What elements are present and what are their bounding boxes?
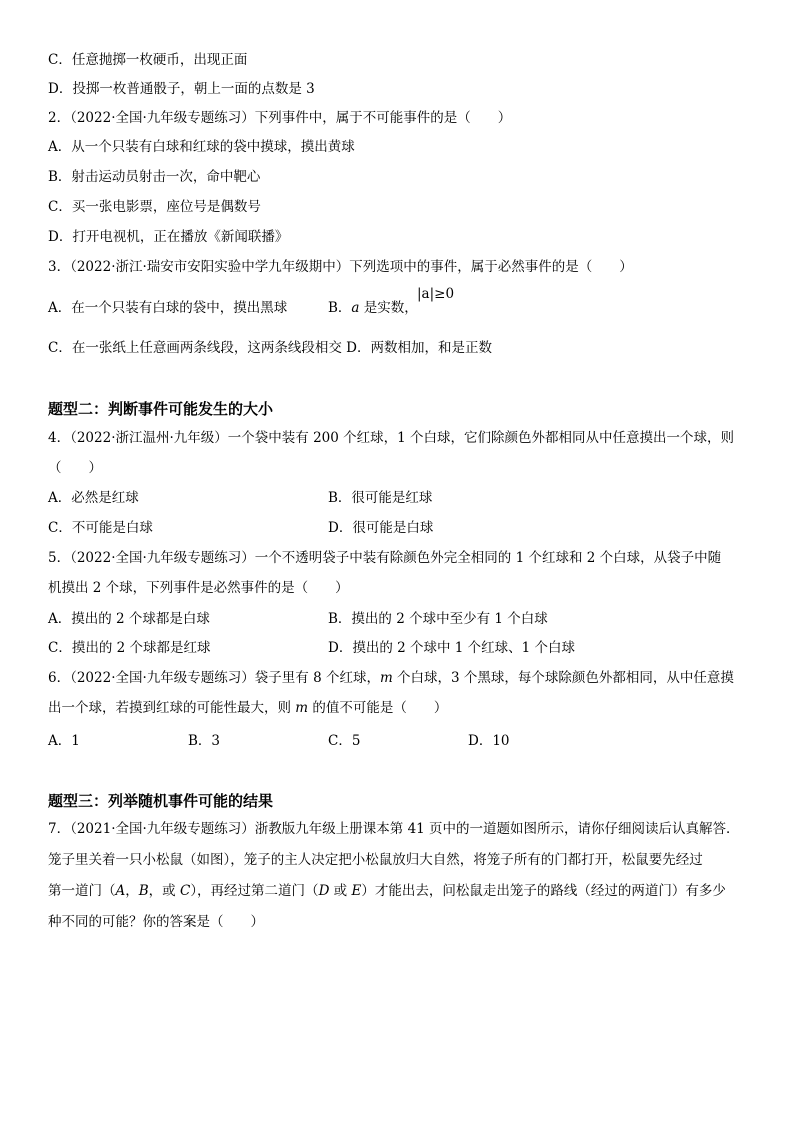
q7-var-a: A: [115, 883, 126, 899]
q7-stem-line1: 7．（2021·全国·九年级专题练习）浙教版九年级上册课本第 41 页中的一道题如图所示，请你仔细阅读后认真解答．: [48, 821, 740, 837]
q4-option-c: C．不可能是白球: [48, 520, 153, 536]
q7-line3-b: ），再经过第二道门（: [190, 883, 319, 899]
q2-option-d: D．打开电视机，正在播放《新闻联播》: [48, 229, 289, 245]
q7-var-d: D: [318, 883, 330, 899]
q6-stem-line2-b: 的值不可能是（ ）: [308, 700, 448, 716]
q7-var-e: E: [351, 883, 362, 899]
q7-line3-a: 第一道门（: [48, 883, 116, 899]
q6-var-m-2: m: [295, 700, 309, 716]
q1-option-d: D．投掷一枚普通骰子，朝上一面的点数是 3: [48, 81, 315, 97]
q6-option-b: B．3: [188, 733, 221, 749]
q6-option-c: C．5: [328, 733, 361, 749]
q5-stem-line1: 5．（2022·全国·九年级专题练习）一个不透明袋子中装有除颜色外完全相同的 1 个红球和 2 个白球，从袋子中随: [48, 550, 722, 566]
q6-stem-line2-a: 出一个球，若摸到红球的可能性最大，则: [48, 700, 296, 716]
q5-option-c: C．摸出的 2 个球都是红球: [48, 640, 211, 656]
q6-stem-line1-b: 个白球，3 个黑球，每个球除颜色外都相同，从中任意摸: [392, 670, 734, 686]
q5-stem-line2: 机摸出 2 个球，下列事件是必然事件的是（ ）: [48, 580, 349, 596]
q3-option-cd: C．在一张纸上任意画两条线段，这两条线段相交 D．两数相加，和是正数: [48, 340, 492, 356]
q5-option-a: A．摸出的 2 个球都是白球: [48, 611, 210, 627]
q1-option-c: C．任意抛掷一枚硬币，出现正面: [48, 52, 248, 68]
q7-stem-line3: [48, 881, 726, 901]
section-heading-3: 题型三：列举随机事件可能的结果: [48, 792, 274, 810]
q7-stem-line4: 种不同的可能？你的答案是（ ）: [48, 914, 264, 930]
q6-stem-line2: [48, 698, 447, 718]
q6-option-d: D．10: [468, 733, 510, 749]
q7-sep2: ，或: [148, 883, 180, 899]
q2-option-b: B．射击运动员射击一次，命中靶心: [48, 169, 261, 185]
q7-var-b: B: [138, 883, 149, 899]
q2-option-a: A．从一个只装有白球和红球的袋中摸球，摸出黄球: [48, 139, 355, 155]
q4-stem-line2: （ ）: [48, 460, 102, 476]
q4-stem-line1: 4．（2022·浙江温州·九年级）一个袋中装有 200 个红球，1 个白球，它们除颜色外都相同从中任意摸出一个球，则: [48, 430, 735, 446]
section-heading-2: 题型二：判断事件可能发生的大小: [48, 400, 274, 418]
q3-option-b: [328, 298, 418, 318]
q2-option-c: C．买一张电影票，座位号是偶数号: [48, 199, 261, 215]
q7-sep3: 或: [329, 883, 352, 899]
q3-option-b-expression: |a|≥0: [417, 286, 455, 302]
q5-option-d: D．摸出的 2 个球中 1 个红球、1 个白球: [328, 640, 576, 656]
q3-option-b-prefix: B．: [328, 300, 352, 316]
q7-var-c: C: [179, 883, 191, 899]
q6-option-a: A．1: [48, 733, 80, 749]
q7-line3-c: ）才能出去，问松鼠走出笼子的路线（经过的两道门）有多少: [361, 883, 726, 899]
q4-option-d: D．很可能是白球: [328, 520, 434, 536]
q3-option-b-suffix: 是实数，: [359, 300, 418, 316]
q7-stem-line2: 笼子里关着一只小松鼠（如图），笼子的主人决定把小松鼠放归大自然，将笼子所有的门都打开，松鼠要先经过: [48, 852, 703, 868]
q6-var-m: m: [379, 670, 393, 686]
q7-sep1: ，: [125, 883, 139, 899]
q3-stem: 3．（2022·浙江·瑞安市安阳实验中学九年级期中）下列选项中的事件，属于必然事件的是（ ）: [48, 259, 633, 275]
q4-option-a: A．必然是红球: [48, 490, 139, 506]
q3-option-b-var: a: [351, 300, 360, 316]
q4-option-b: B．很可能是红球: [328, 490, 433, 506]
q6-stem-line1: [48, 668, 734, 688]
q6-stem-line1-a: 6．（2022·全国·九年级专题练习）袋子里有 8 个红球，: [48, 670, 380, 686]
q5-option-b: B．摸出的 2 个球中至少有 1 个白球: [328, 611, 548, 627]
q3-option-a: A．在一个只装有白球的袋中，摸出黑球: [48, 300, 288, 316]
q2-stem: 2．（2022·全国·九年级专题练习）下列事件中，属于不可能事件的是（ ）: [48, 110, 512, 126]
